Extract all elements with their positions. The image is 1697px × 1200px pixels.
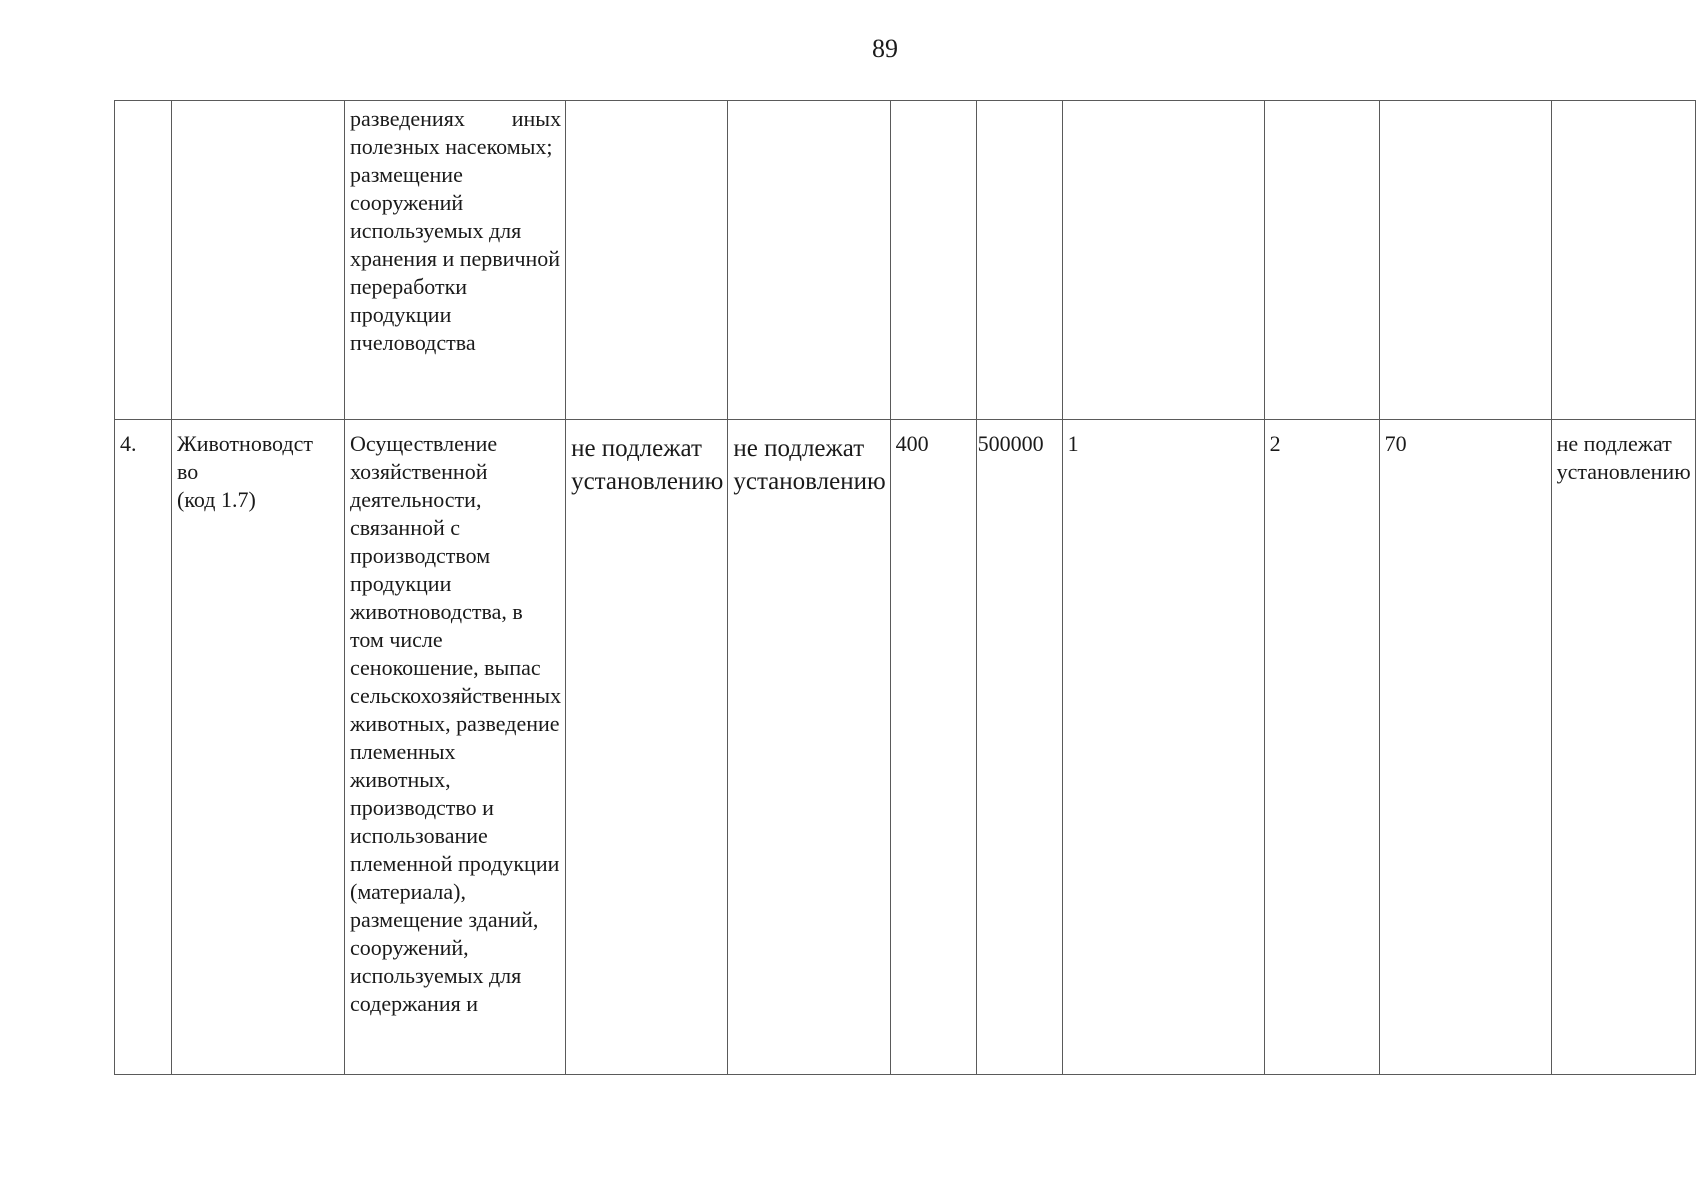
row-number: 4. [120, 431, 137, 456]
col6-value: 400 [895, 431, 929, 456]
table-row-continuation [115, 101, 1696, 420]
cell-col5 [728, 420, 890, 1075]
cell-col11 [1551, 101, 1695, 420]
cell-number [115, 101, 172, 420]
cell-col9 [1264, 101, 1379, 420]
land-use-table [114, 100, 1696, 1075]
cell-col11 [1551, 420, 1695, 1075]
col10-value: 70 [1384, 431, 1407, 456]
page-number: 89 [872, 34, 898, 63]
cell-col10 [1379, 101, 1551, 420]
description-text: Осуществление хозяйственной деятельности, связанной с производством продукции животноводства, в том числе сенокошение, выпас сельскохозяйственных животных, разведение племенных животных, производство и использование племенной продукции (материала), размещение зданий, сооружений, используемых для содержания и [350, 431, 562, 1016]
col4-value: не подлежат установлению [571, 435, 724, 495]
use-name-line2: во [177, 459, 199, 484]
cell-col8 [1062, 101, 1264, 420]
col5-value: не подлежат установлению [733, 435, 886, 495]
use-name-line1: Животноводст [177, 431, 313, 456]
description-first-line: разведениях иных [350, 106, 562, 131]
cell-col10 [1379, 420, 1551, 1075]
cell-col4 [566, 420, 728, 1075]
cell-col6 [890, 101, 976, 420]
cell-col7 [976, 101, 1062, 420]
cell-col4 [566, 101, 728, 420]
cell-number [115, 420, 172, 1075]
table-row-4 [115, 420, 1696, 1075]
cell-description [345, 420, 566, 1075]
cell-name [172, 101, 345, 420]
cell-col6 [890, 420, 976, 1075]
cell-col9 [1264, 420, 1379, 1075]
use-code: (код 1.7) [177, 487, 256, 512]
cell-col7 [976, 420, 1062, 1075]
col7-value: 500000 [977, 431, 1044, 456]
col11-value: не подлежат установлению [1556, 431, 1691, 484]
cell-col8 [1062, 420, 1264, 1075]
col8-value: 1 [1067, 431, 1079, 456]
description-text: полезных насекомых; размещение сооружений используемых для хранения и первичной переработки продукции пчеловодства [350, 134, 561, 355]
col9-value: 2 [1269, 431, 1281, 456]
cell-col5 [728, 101, 890, 420]
cell-name [172, 420, 345, 1075]
cell-description [345, 101, 566, 420]
